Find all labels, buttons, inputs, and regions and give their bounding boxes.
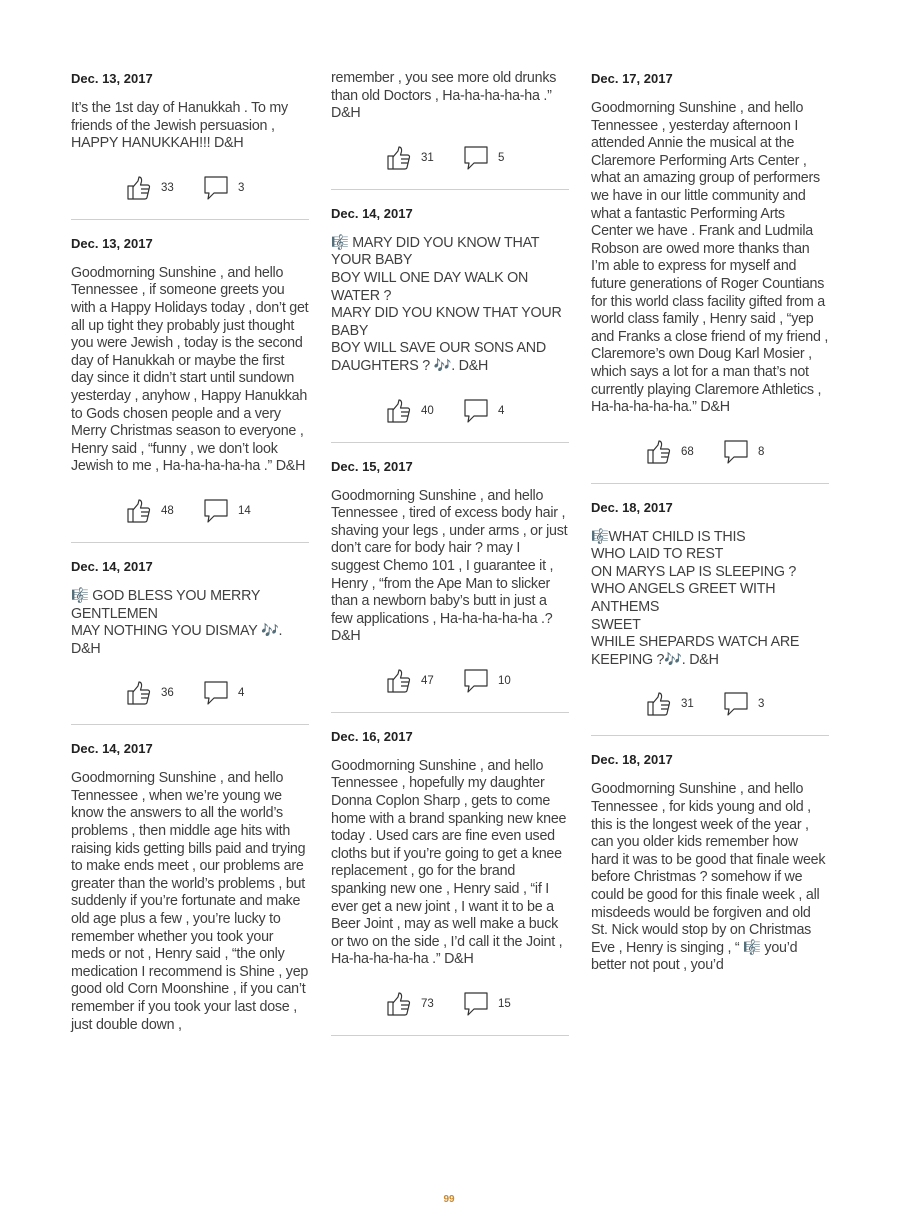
like-button[interactable]: [386, 145, 437, 171]
divider: [71, 724, 309, 725]
comment-button[interactable]: [203, 680, 254, 706]
comment-count: 8: [758, 445, 765, 458]
comment-count: 3: [238, 181, 245, 194]
thumbs-up-icon: [386, 668, 412, 694]
like-button[interactable]: [126, 498, 177, 524]
post-text: Goodmorning Sunshine , and hello Tennessee , if someone greets you with a Happy Holidays today , don’t get all up tight they probably just thought you were Jewish , today is the second day of Hanukkah or maybe the first day since it didn’t start until sundown yesterday , anyhow , Happy Hanukkah to Gods chosen people and a very Merry Christmas season to everyone , Henry said , “funny , we don’t look Jewish to me , Ha-ha-ha-ha-ha .” D&H: [71, 264, 309, 475]
post-date: Dec. 18, 2017: [591, 752, 673, 768]
comment-button[interactable]: [463, 398, 514, 424]
post-text: Goodmorning Sunshine , and hello Tennessee , hopefully my daughter Donna Coplon Sharp , gets to come home with a brand spanking new knee today . Used cars are fine even used cloths but if you’re going to get a knee replacement , go for the brand spanking new one , Henry said , “if I ever get a new joint , I want it to be a Beer Joint , may as well make a buck or two on the side , I’d call it the Joint , Ha-ha-ha-ha-ha .” D&H: [331, 757, 567, 968]
post-date: Dec. 13, 2017: [71, 235, 153, 251]
post-date: Dec. 14, 2017: [71, 558, 153, 574]
comment-bubble-icon: [203, 498, 229, 524]
post: [591, 70, 829, 484]
comment-bubble-icon: [723, 691, 749, 717]
post: [71, 235, 309, 543]
thumbs-up-icon: [646, 439, 672, 465]
post-date: Dec. 18, 2017: [591, 499, 673, 515]
post: [591, 751, 829, 975]
post-text: remember , you see more old drunks than old Doctors , Ha-ha-ha-ha-ha .” D&H: [331, 70, 557, 122]
post-actions: [71, 175, 309, 219]
comment-count: 4: [238, 687, 245, 700]
post-date: Dec. 14, 2017: [331, 205, 413, 221]
post-continued: [331, 70, 569, 190]
divider: [331, 712, 569, 713]
divider: [591, 735, 829, 736]
post-date: Dec. 13, 2017: [71, 71, 153, 86]
post-date: Dec. 15, 2017: [331, 458, 413, 474]
post: [591, 499, 829, 737]
like-button[interactable]: [386, 668, 437, 694]
post-text: Goodmorning Sunshine , and hello Tennessee , when we’re young we know the answers to all the world’s problems , then middle age hits with raising kids getting bills paid and trying to make ends meet , our problems are greater than the world’s problems , but suddenly if you’re fortunate and make old age plus a few , you’re lucky to remember whether you took your meds or not , Henry said , “the only medication I recommend is Shine , yep good old Corn Moonshine , if you can’t remember if you took your last dose , just double down ,: [71, 770, 309, 1033]
post: [331, 728, 569, 1036]
comment-button[interactable]: [723, 691, 774, 717]
divider: [71, 542, 309, 543]
comment-count: 3: [758, 698, 765, 711]
like-count: 31: [681, 698, 694, 711]
thumbs-up-icon: [126, 498, 152, 524]
like-count: 48: [161, 504, 174, 517]
divider: [331, 189, 569, 190]
column-2: [331, 70, 569, 1051]
like-count: 33: [161, 181, 174, 194]
post: [71, 558, 309, 725]
comment-button[interactable]: [203, 498, 254, 524]
post-actions: [331, 991, 569, 1035]
post-text: 🎼 MARY DID YOU KNOW THAT YOUR BABY BOY WILL ONE DAY WALK ON WATER ? MARY DID YOU KNOW THAT YOUR BABY BOY WILL SAVE OUR SONS AND DAUGHTERS ? 🎶. D&H: [331, 234, 562, 374]
column-3: [591, 70, 829, 975]
thumbs-up-icon: [126, 680, 152, 706]
like-button[interactable]: [126, 680, 177, 706]
thumbs-up-icon: [386, 398, 412, 424]
post-actions: [331, 398, 569, 442]
post-date: Dec. 16, 2017: [331, 728, 413, 744]
comment-bubble-icon: [203, 680, 229, 706]
post: [71, 740, 309, 1034]
like-count: 31: [421, 151, 434, 164]
comment-bubble-icon: [463, 668, 489, 694]
thumbs-up-icon: [126, 175, 152, 201]
comment-button[interactable]: [203, 175, 254, 201]
comment-bubble-icon: [463, 991, 489, 1017]
post-actions: [331, 668, 569, 712]
post: [331, 205, 569, 443]
like-button[interactable]: [126, 175, 177, 201]
like-button[interactable]: [646, 439, 697, 465]
like-count: 73: [421, 998, 434, 1010]
like-count: 68: [681, 445, 694, 458]
post-actions: [591, 439, 829, 483]
post-date: Dec. 17, 2017: [591, 71, 673, 86]
post-actions: [331, 145, 569, 189]
like-count: 36: [161, 687, 174, 700]
comment-bubble-icon: [463, 398, 489, 424]
post: [71, 70, 309, 220]
like-button[interactable]: [386, 398, 437, 424]
comment-count: 15: [498, 998, 511, 1010]
post-actions: [71, 680, 309, 724]
comment-bubble-icon: [723, 439, 749, 465]
post: [331, 458, 569, 713]
post-text: 🎼 GOD BLESS YOU MERRY GENTLEMEN MAY NOTHING YOU DISMAY 🎶. D&H: [71, 587, 283, 657]
column-1: [71, 70, 309, 1034]
like-button[interactable]: [386, 991, 437, 1017]
comment-count: 14: [238, 504, 251, 517]
comment-button[interactable]: [463, 668, 514, 694]
thumbs-up-icon: [386, 991, 412, 1017]
comment-button[interactable]: [463, 145, 514, 171]
divider: [331, 1035, 569, 1036]
divider: [591, 483, 829, 484]
comment-button[interactable]: [463, 991, 514, 1017]
comment-count: 4: [498, 404, 505, 417]
post-date: Dec. 14, 2017: [71, 741, 153, 757]
comment-bubble-icon: [463, 145, 489, 171]
divider: [71, 219, 309, 220]
comment-count: 10: [498, 674, 511, 687]
comment-count: 5: [498, 151, 505, 164]
post-text: Goodmorning Sunshine , and hello Tennessee , tired of excess body hair , shaving your legs , under arms , or just don’t care for body hair ? may I suggest Chemo 101 , I guarantee it , Henry , “from the Ape Man to slicker than a newborn baby’s butt in just a few applications , Ha-ha-ha-ha-ha .? D&H: [331, 487, 568, 645]
post-text: It’s the 1st day of Hanukkah . To my friends of the Jewish persuasion , HAPPY HANUKKAH!!! D&H: [71, 100, 288, 152]
comment-button[interactable]: [723, 439, 774, 465]
thumbs-up-icon: [646, 691, 672, 717]
divider: [331, 442, 569, 443]
post-actions: [591, 691, 829, 735]
like-button[interactable]: [646, 691, 697, 717]
like-count: 47: [421, 674, 434, 687]
like-count: 40: [421, 404, 434, 417]
page-number: 99: [443, 1194, 455, 1205]
post-text: Goodmorning Sunshine , and hello Tennessee , for kids young and old , this is the longest week of the year , can you older kids remember how hard it was to be good that finale week before Christmas ? somehow if we could be good for this finale week , all misdeeds would be forgiven and old St. Nick would stop by on Christmas Eve , Henry is singing , “ 🎼 you’d better not pout , you’d: [591, 781, 826, 974]
post-text: 🎼WHAT CHILD IS THIS WHO LAID TO REST ON MARYS LAP IS SLEEPING ? WHO ANGELS GREET WITH ANTHEMS SWEET WHILE SHEPARDS WATCH ARE KEEPING ?🎶. D&H: [591, 528, 800, 668]
thumbs-up-icon: [386, 145, 412, 171]
post-text: Goodmorning Sunshine , and hello Tennessee , yesterday afternoon I attended Annie the musical at the Claremore Performing Arts Center , what an amazing group of performers we have in our little community and what a fantastic Performing Arts Center we have . Frank and Ludmila Robson are owed more thanks than I’m able to express for myself and future generations of Roger Countians for this world class facility gifted from a world class family , Henry said , “yep and Franks a close friend of my friend , Claremore’s own Doug Karl Mosier , which says a lot for a man that’s not currently playing Claremore Athletics , Ha-ha-ha-ha-ha.” D&H: [591, 100, 829, 416]
comment-bubble-icon: [203, 175, 229, 201]
post-actions: [71, 498, 309, 542]
